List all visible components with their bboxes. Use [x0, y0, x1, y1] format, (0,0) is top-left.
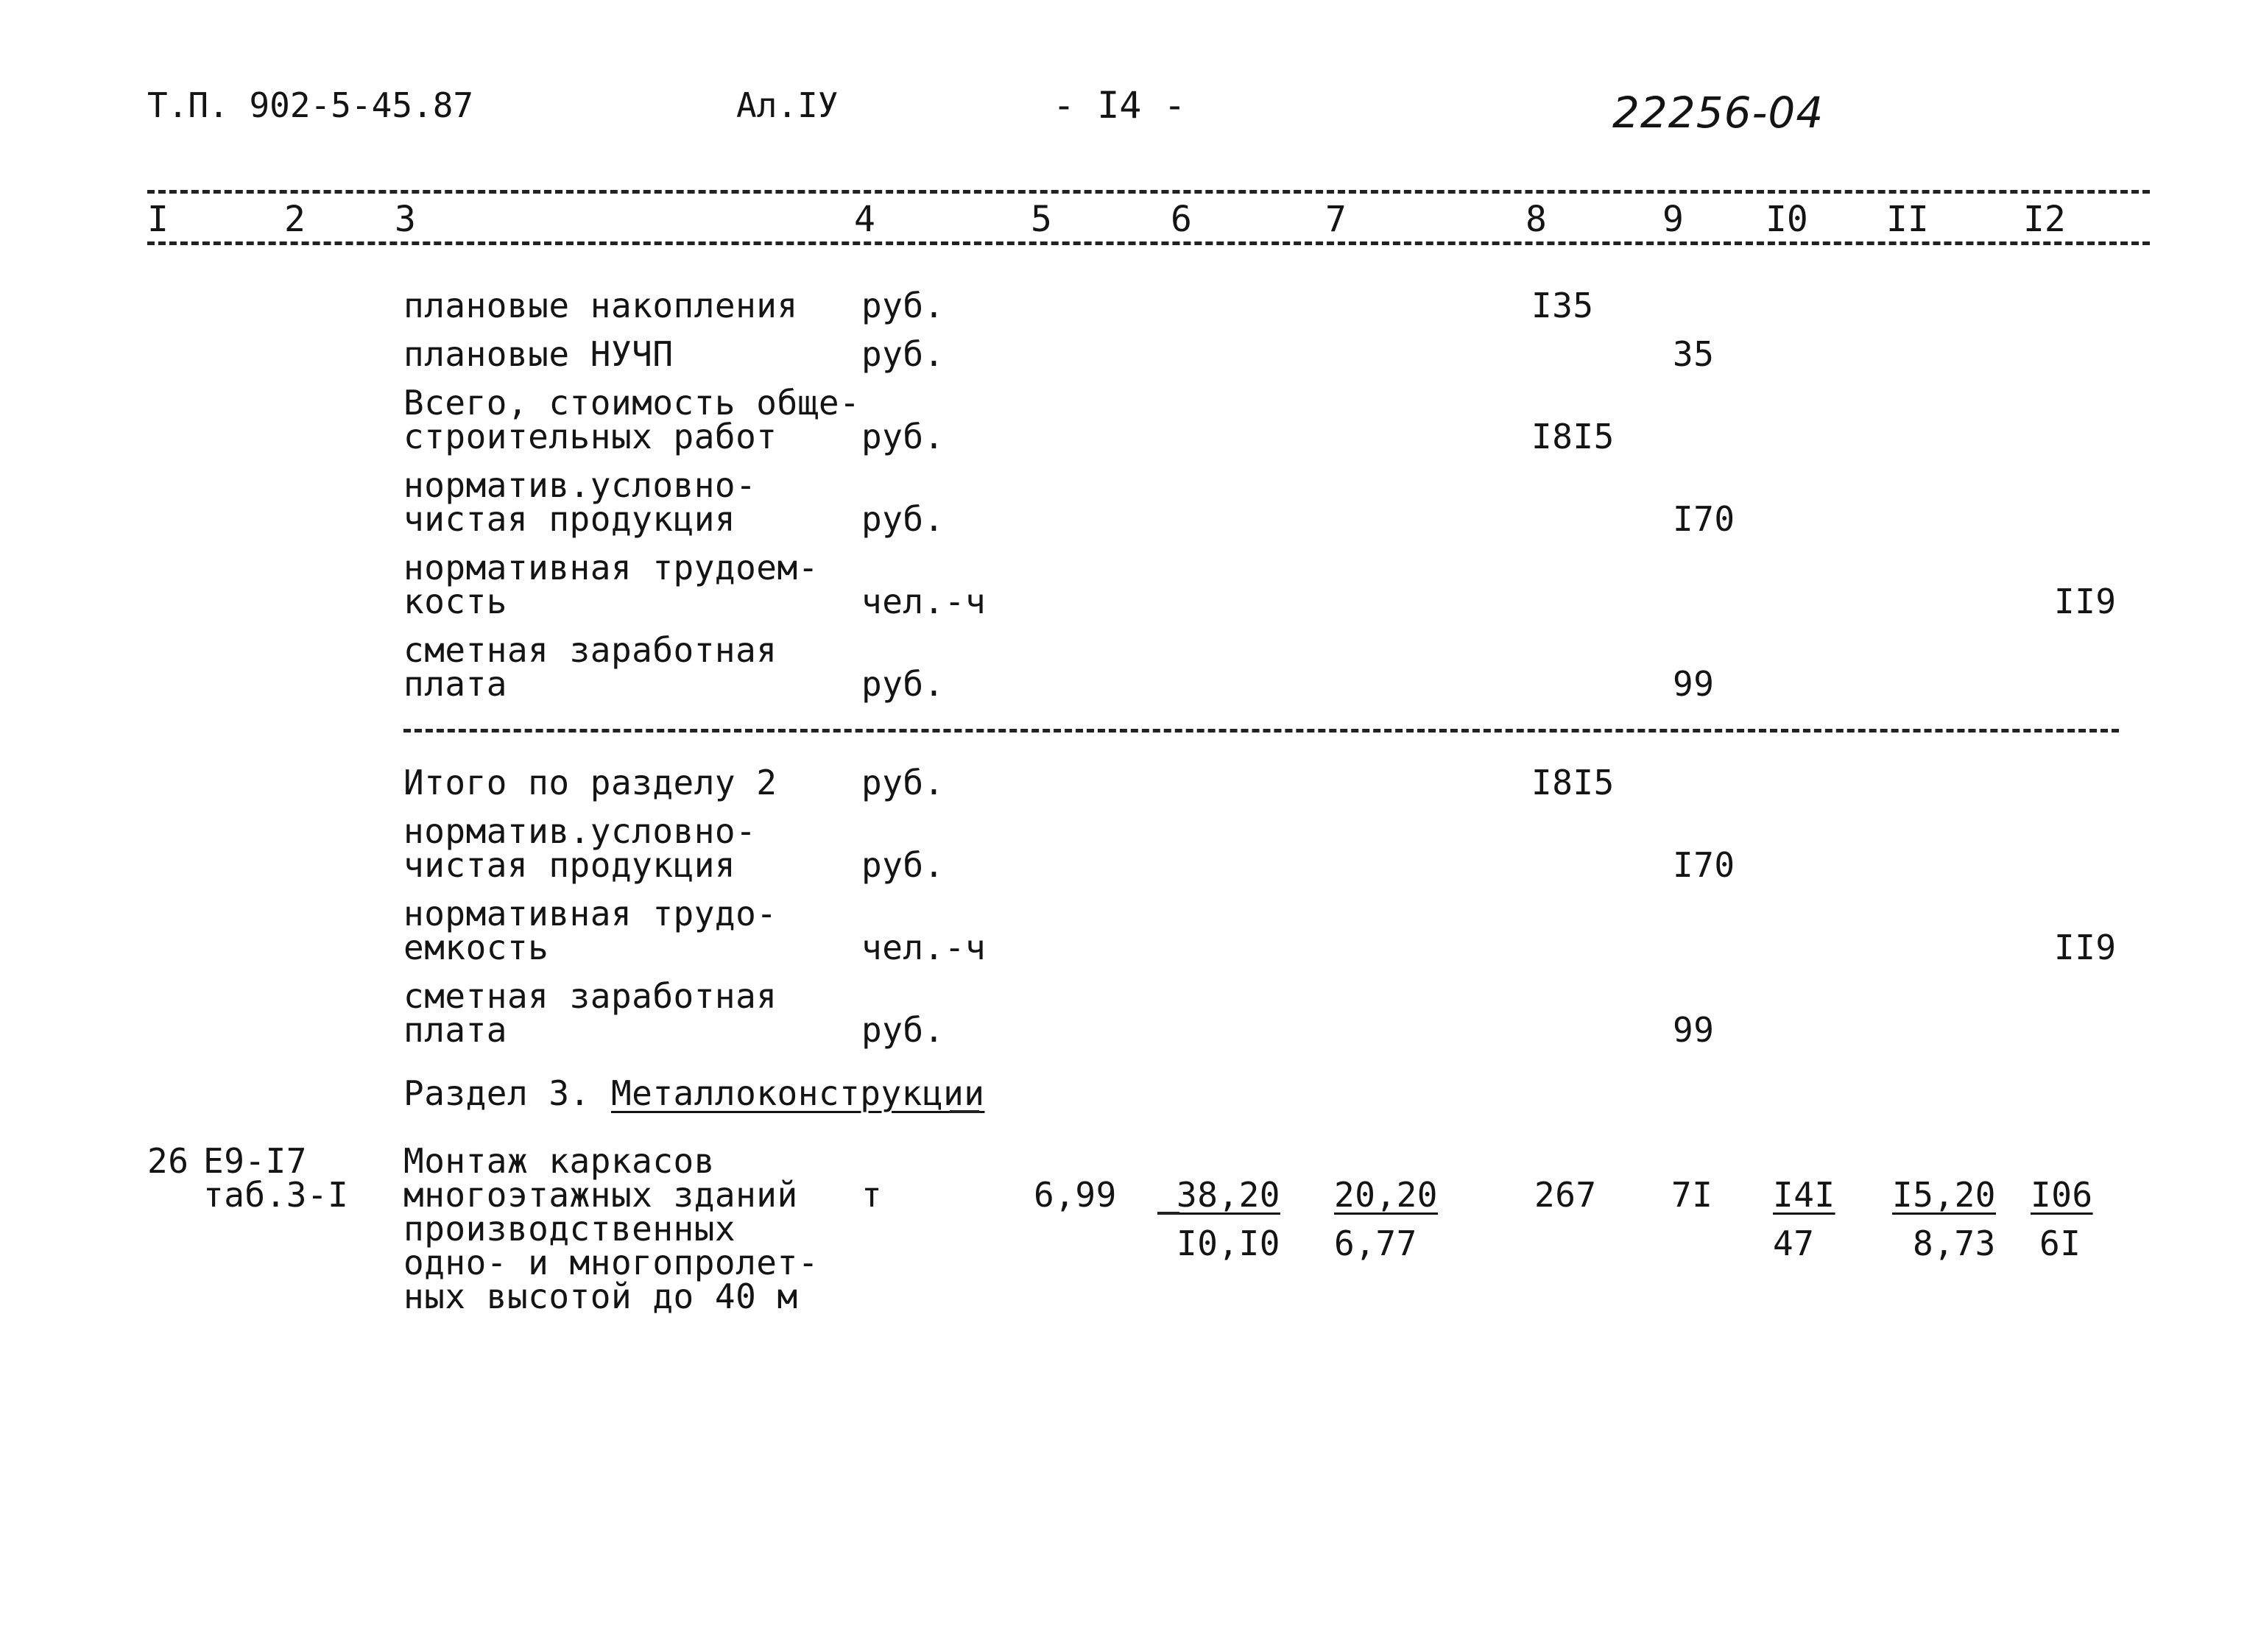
column-number-2: 2 — [284, 199, 306, 240]
row-total-cost-unit: руб. — [861, 417, 945, 456]
column-number-10: I0 — [1766, 199, 1808, 240]
item-description-line3: производственных — [403, 1209, 736, 1249]
item-description-line1: Монтаж каркасов — [403, 1141, 715, 1181]
column-number-3: 3 — [395, 199, 416, 240]
row-normative-product-label-line2: чистая продукция — [403, 499, 736, 539]
section3-heading — [403, 1073, 985, 1113]
header-dashed-line-bottom — [147, 241, 2150, 245]
totals-normative-product-col9: I70 — [1673, 845, 1735, 885]
totals-labor-intensity-label-line1: нормативная трудо- — [403, 894, 777, 933]
totals-labor-intensity-col12: II9 — [2054, 928, 2117, 967]
row-total-cost-label-line2: строительных работ — [403, 417, 777, 456]
document-code: 22256-04 — [1612, 88, 1824, 138]
totals-section2-col8: I8I5 — [1531, 763, 1615, 802]
row-planned-savings-col8: I35 — [1531, 286, 1594, 325]
column-number-11: II — [1886, 199, 1929, 240]
item-col6-underline-extension — [1157, 1212, 1179, 1215]
row-planned-nuchp-col9: 35 — [1673, 334, 1715, 374]
totals-labor-intensity-label-line2: емкость — [403, 928, 549, 967]
item-col5: 6,99 — [1034, 1175, 1117, 1215]
section3-title-underline-extension — [950, 1110, 979, 1113]
column-number-6: 6 — [1171, 199, 1192, 240]
item-col11-top: I5,20 — [1892, 1175, 1996, 1215]
column-number-9: 9 — [1662, 199, 1684, 240]
totals-normative-product-label-line1: норматив.условно- — [403, 811, 757, 851]
item-col7-top: 20,20 — [1334, 1175, 1438, 1215]
row-normative-product-label-line1: норматив.условно- — [403, 465, 757, 505]
row-total-cost-col8: I8I5 — [1531, 417, 1615, 456]
row-labor-intensity-unit: чел.-ч — [861, 582, 987, 621]
row-wages-label-line1: сметная заработная — [403, 630, 777, 670]
column-number-8: 8 — [1525, 199, 1547, 240]
totals-wages-label-line2: плата — [403, 1010, 507, 1050]
item-description-line2: многоэтажных зданий — [403, 1175, 798, 1215]
row-planned-savings-unit: руб. — [861, 286, 945, 325]
column-number-4: 4 — [854, 199, 875, 240]
column-number-5: 5 — [1031, 199, 1052, 240]
totals-wages-label-line1: сметная заработная — [403, 976, 777, 1016]
item-col6-bottom: I0,I0 — [1177, 1224, 1280, 1263]
row-wages-label-line2: плата — [403, 664, 507, 704]
row-planned-savings-label: плановые накопления — [403, 286, 798, 325]
item-description-line5: ных высотой до 40 м — [403, 1277, 798, 1316]
item-unit: т — [861, 1175, 883, 1215]
item-number: 26 — [147, 1141, 189, 1181]
column-number-7: 7 — [1325, 199, 1347, 240]
item-col10-top: I4I — [1773, 1175, 1835, 1215]
item-description-line4: одно- и многопролет- — [403, 1243, 819, 1282]
row-wages-col9: 99 — [1673, 664, 1715, 704]
document-reference: Т.П. 902-5-45.87 — [147, 85, 474, 125]
column-number-12: I2 — [2023, 199, 2066, 240]
section3-title: Металлоконструкции — [610, 1073, 985, 1113]
row-wages-unit: руб. — [861, 664, 945, 704]
totals-section2-unit: руб. — [861, 763, 945, 802]
item-code-line2: таб.3-I — [203, 1175, 349, 1215]
totals-labor-intensity-unit: чел.-ч — [861, 928, 987, 967]
page-number: - I4 - — [1053, 84, 1186, 127]
item-col8: 267 — [1534, 1175, 1597, 1215]
totals-normative-product-label-line2: чистая продукция — [403, 845, 736, 885]
item-col7-bottom: 6,77 — [1334, 1224, 1417, 1263]
row-planned-nuchp-label: плановые НУЧП — [403, 334, 674, 374]
item-code-line1: Е9-I7 — [203, 1141, 307, 1181]
item-col10-bottom: 47 — [1773, 1224, 1815, 1263]
item-col9: 7I — [1671, 1175, 1713, 1215]
totals-normative-product-unit: руб. — [861, 845, 945, 885]
item-col6-top: 38,20 — [1177, 1175, 1280, 1215]
totals-section2-label: Итого по разделу 2 — [403, 763, 777, 802]
row-labor-intensity-label-line2: кость — [403, 582, 507, 621]
item-col12-top: I06 — [2031, 1175, 2093, 1215]
row-labor-intensity-label-line1: нормативная трудоем- — [403, 548, 819, 587]
row-normative-product-col9: I70 — [1673, 499, 1735, 539]
item-col11-bottom: 8,73 — [1913, 1224, 1996, 1263]
section3-label: Раздел 3. — [403, 1073, 590, 1113]
totals-wages-col9: 99 — [1673, 1010, 1715, 1050]
album-number: Ал.IУ — [736, 85, 839, 125]
row-planned-nuchp-unit: руб. — [861, 334, 945, 374]
item-col12-bottom: 6I — [2039, 1224, 2081, 1263]
header-dashed-line-top — [147, 190, 2150, 194]
section-separator-dashed-line — [403, 729, 2119, 733]
row-normative-product-unit: руб. — [861, 499, 945, 539]
column-number-1: I — [147, 199, 169, 240]
totals-wages-unit: руб. — [861, 1010, 945, 1050]
row-labor-intensity-col12: II9 — [2054, 582, 2117, 621]
row-total-cost-label-line1: Всего, стоимость обще- — [403, 383, 861, 423]
